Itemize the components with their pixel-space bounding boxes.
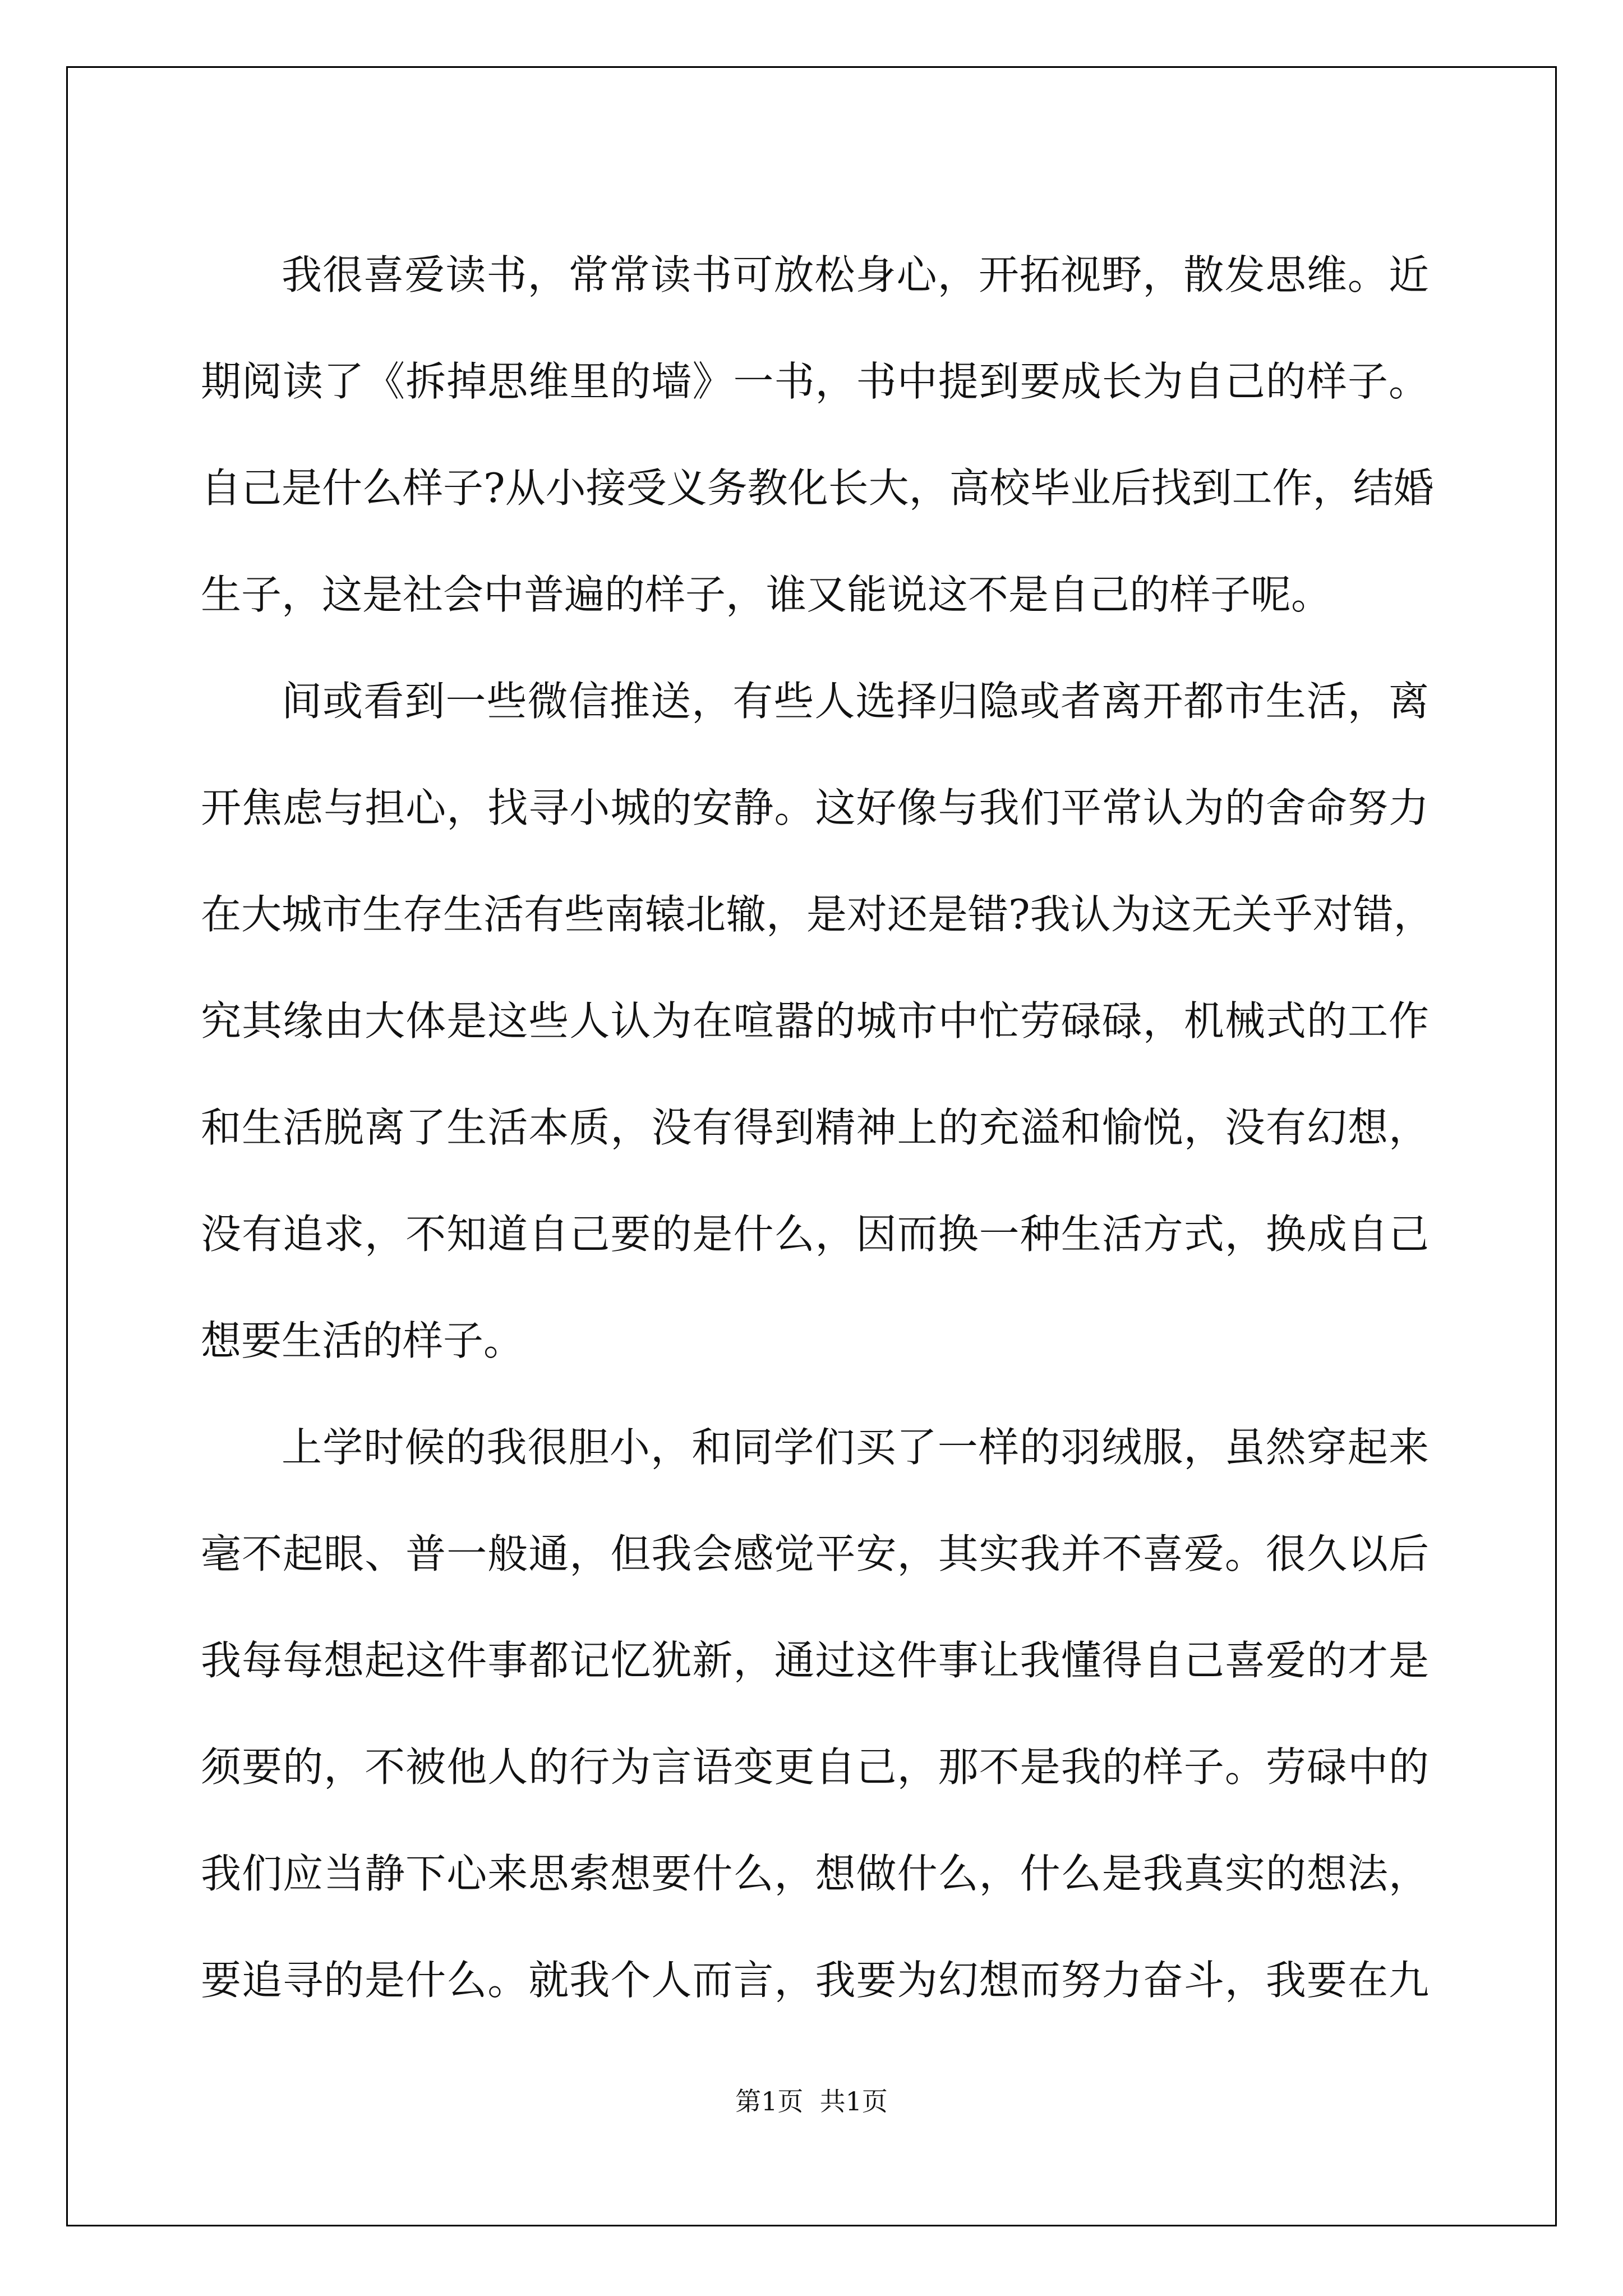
text-line: 生子，这是社会中普遍的样子，谁又能说这不是自己的样子呢。 — [201, 571, 1332, 618]
text-line: 要追寻的是什么。就我个人而言，我要为幻想而努力奋斗，我要在九 — [201, 1957, 1429, 2004]
document-body — [201, 222, 1434, 2033]
page-number-footer: 第1页 共1页 — [735, 2086, 888, 2116]
text-line: 没有追求，不知道自己要的是什么，因而换一种生活方式，换成自己 — [201, 1211, 1429, 1258]
text-line: 究其缘由大体是这些人认为在喧嚣的城市中忙劳碌碌，机械式的工作 — [201, 997, 1429, 1045]
text-line: 自己是什么样子?从小接受义务教化长大，高校毕业后找到工作，结婚 — [201, 464, 1434, 512]
text-line: 我们应当静下心来思索想要什么，想做什么，什么是我真实的想法， — [201, 1850, 1429, 1897]
text-line: 在大城市生存生活有些南辕北辙，是对还是错?我认为这无关乎对错， — [201, 891, 1434, 938]
text-line: 期阅读了《拆掉思维里的墙》一书，书中提到要成长为自己的样子。 — [201, 358, 1429, 405]
text-line: 我每每想起这件事都记忆犹新，通过这件事让我懂得自己喜爱的才是 — [201, 1637, 1429, 1684]
text-line: 须要的，不被他人的行为言语变更自己，那不是我的样子。劳碌中的 — [201, 1743, 1429, 1791]
text-line: 想要生活的样子。 — [201, 1317, 524, 1364]
text-line: 开焦虑与担心，找寻小城的安静。这好像与我们平常认为的舍命努力 — [201, 784, 1429, 831]
text-line: 和生活脱离了生活本质，没有得到精神上的充溢和愉悦，没有幻想， — [201, 1104, 1429, 1151]
text-line: 毫不起眼、普一般通，但我会感觉平安，其实我并不喜爱。很久以后 — [201, 1530, 1429, 1577]
text-line: 上学时候的我很胆小，和同学们买了一样的羽绒服，虽然穿起来 — [282, 1424, 1429, 1471]
text-line: 间或看到一些微信推送，有些人选择归隐或者离开都市生活，离 — [282, 678, 1429, 725]
text-line: 我很喜爱读书，常常读书可放松身心，开拓视野，散发思维。近 — [282, 251, 1429, 298]
